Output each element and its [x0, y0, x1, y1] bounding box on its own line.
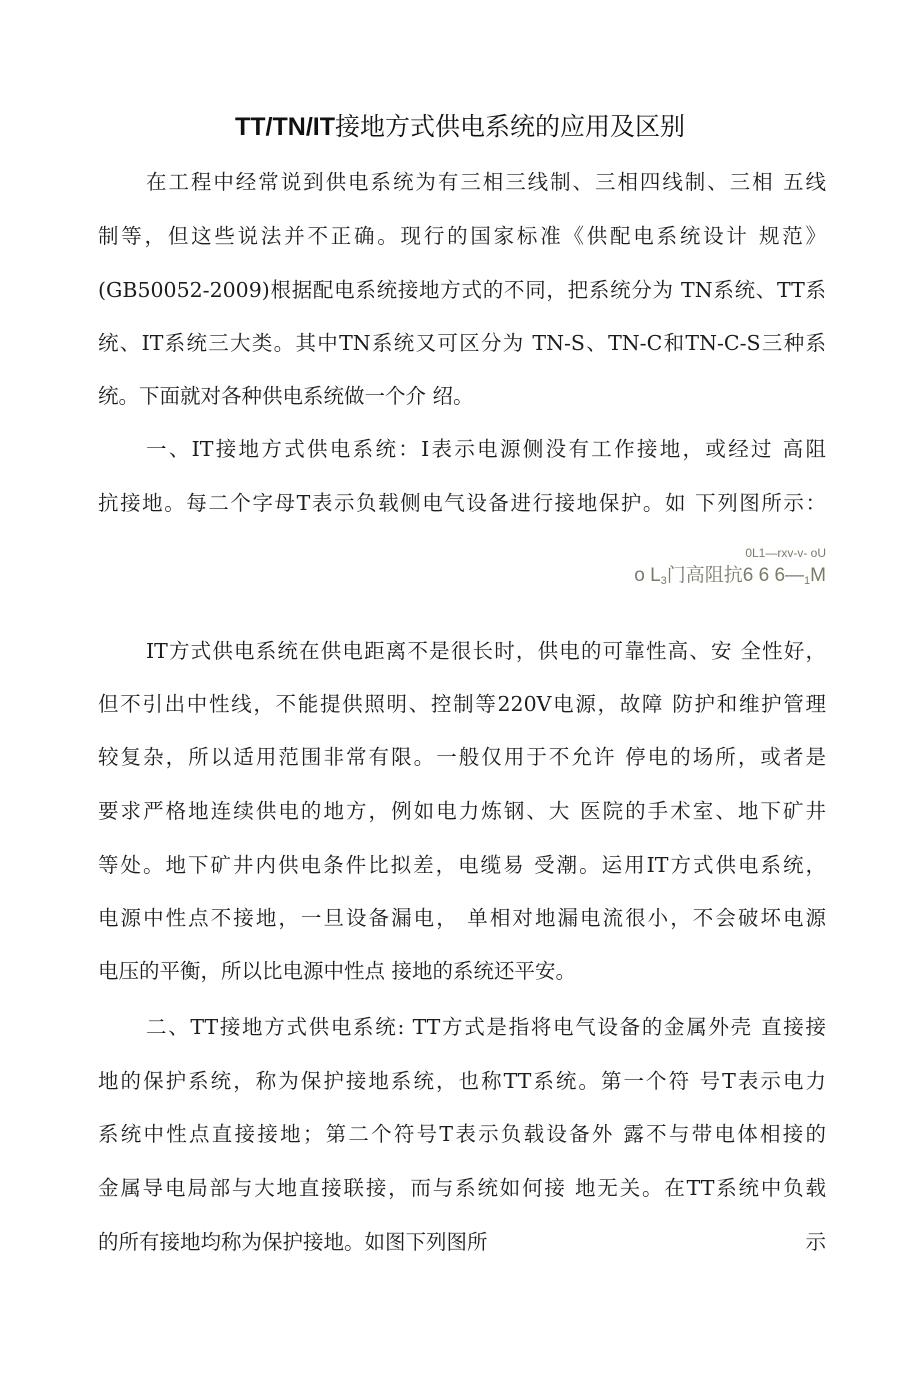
- paragraph-line: 一、IT接地方式供电系统：I表示电源侧没有工作接地，或经过 高阻: [146, 437, 826, 461]
- last-line-left: 的所有接地均称为保护接地。如图下列图所: [98, 1230, 488, 1254]
- figure-it-main-label: o $L_3$门高阻抗6 6 $6—_1M$: [634, 565, 826, 587]
- paragraph-line: 电压的平衡，所以比电源中性点 接地的系统还平安。: [98, 959, 577, 983]
- paragraph-line: [98, 1228, 826, 1256]
- paragraph-line: 二、TT接地方式供电系统: TT方式是指将电气设备的金属外壳 直接接: [146, 1015, 826, 1039]
- document-title: [0, 110, 920, 144]
- paragraph-line: 等处。地下矿井内供电条件比拟差，电缆易 受潮。运用IT方式供电系统，: [98, 853, 826, 877]
- figure-it-small-label: 0L1—rxv-v- oU: [745, 546, 826, 560]
- last-line-right: 示: [805, 1230, 826, 1254]
- title-cjk: 接地方式供电系统的应用及区别: [334, 112, 685, 141]
- paragraph-line: IT方式供电系统在供电距离不是很长时，供电的可靠性高、安 全性好，: [146, 639, 826, 663]
- paragraph-line: 抗接地。每二个字母T表示负载侧电气设备进行接地保护。如 下列图所示：: [98, 491, 826, 515]
- paragraph-line: 金属导电局部与大地直接联接，而与系统如何接 地无关。在TT系统中负载: [98, 1176, 826, 1200]
- paragraph-line: 但不引出中性线，不能提供照明、控制等220V电源，故障 防护和维护管理: [98, 692, 826, 716]
- paragraph-line: 要求严格地连续供电的地方，例如电力炼钢、大 医院的手术室、地下矿井: [98, 799, 826, 823]
- paragraph-line: 电源中性点不接地，一旦设备漏电， 单相对地漏电流很小，不会破坏电源: [98, 906, 826, 930]
- paragraph-line: 统。下面就对各种供电系统做一个介 绍。: [98, 384, 474, 408]
- paragraph-line: 统、IT系统三大类。其中TN系统又可区分为 TN-S、TN-C和TN-C-S三种系: [98, 331, 826, 355]
- paragraph-line: 地的保护系统，称为保护接地系统，也称TT系统。第一个符 号T表示电力: [98, 1069, 826, 1093]
- title-latin: TT/TN/IT: [235, 113, 335, 141]
- paragraph-line: 在工程中经常说到供电系统为有三相三线制、三相四线制、三相 五线: [146, 170, 826, 194]
- paragraph-line: 较复杂，所以适用范围非常有限。一般仅用于不允许 停电的场所，或者是: [98, 745, 826, 769]
- paragraph-line: 制等，但这些说法并不正确。现行的国家标准《供配电系统设计 规范》: [98, 224, 826, 248]
- paragraph-line: (GB50052-2009)根据配电系统接地方式的不同，把系统分为 TN系统、TT系: [98, 278, 826, 302]
- paragraph-line: 系统中性点直接接地；第二个符号T表示负载设备外 露不与带电体相接的: [98, 1122, 826, 1146]
